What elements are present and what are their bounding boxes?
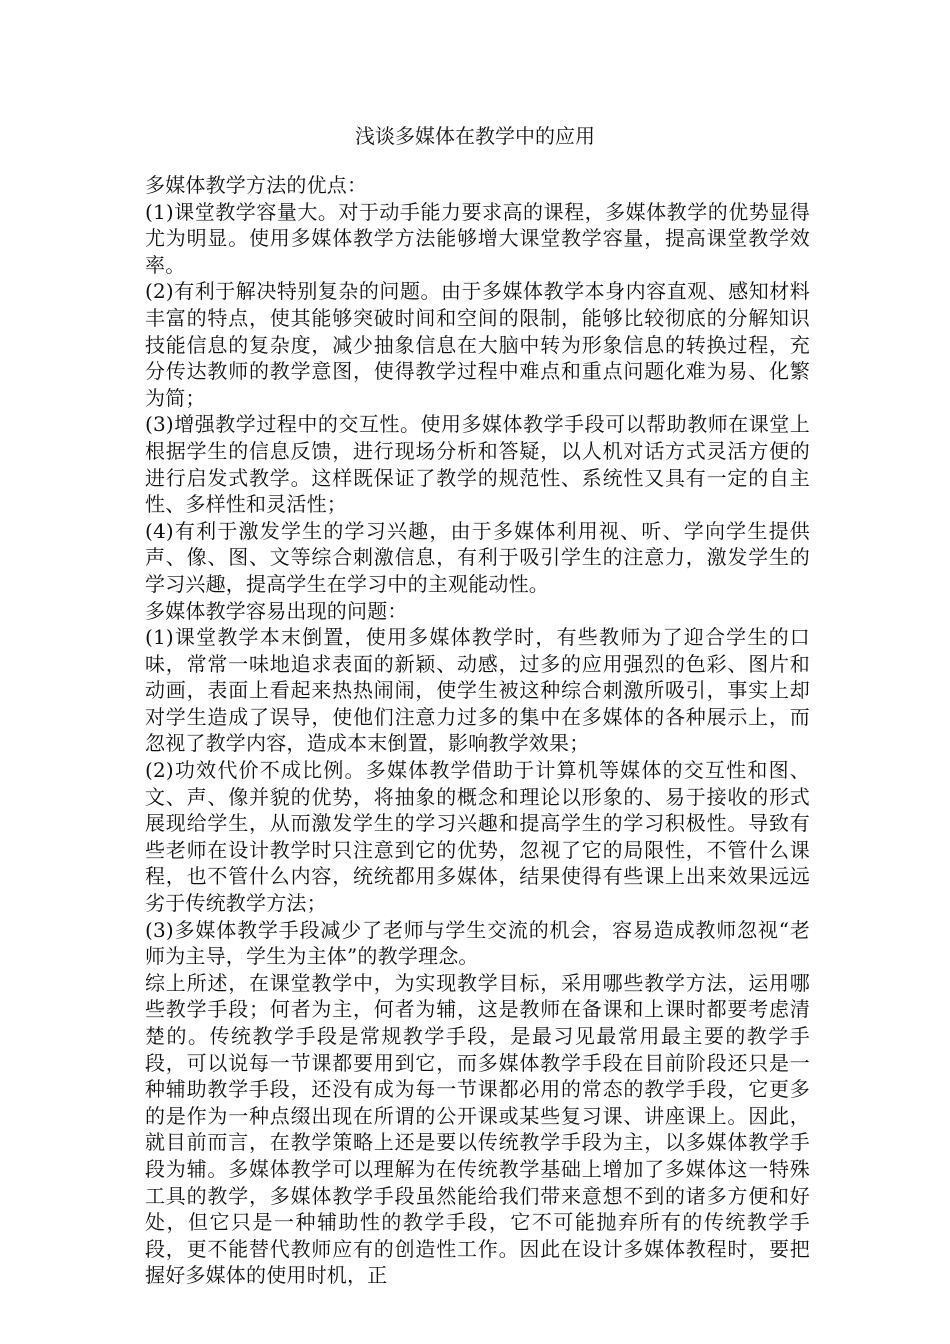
paragraph-advantage-1: (1)课堂教学容量大。对于动手能力要求高的课程，多媒体教学的优势显得尤为明显。使用多媒体教学方法能够增大课堂教学容量，提高课堂教学效率。 bbox=[145, 199, 810, 277]
document-title: 浅谈多媒体在教学中的应用 bbox=[355, 124, 595, 148]
section-heading-problems: 多媒体教学容易出现的问题： bbox=[145, 598, 408, 623]
paragraph-advantage-3: (3)增强教学过程中的交互性。使用多媒体教学手段可以帮助教师在课堂上根据学生的信息反馈，进行现场分析和答疑，以人机对话方式灵活方便的进行启发式教学。这样既保证了教学的规范性、系统性又具有一定的自主性、多样性和灵活性； bbox=[145, 412, 810, 517]
paragraph-problem-1: (1)课堂教学本末倒置，使用多媒体教学时，有些教师为了迎合学生的口味，常常一味地追求表面的新颖、动感，过多的应用强烈的色彩、图片和动画，表面上看起来热热闹闹，使学生被这种综合刺激所吸引，事实上却对学生造成了误导，使他们注意力过多的集中在多媒体的各种展示上，而忽视了教学内容，造成本末倒置，影响教学效果； bbox=[145, 625, 810, 756]
paragraph-conclusion: 综上所述，在课堂教学中，为实现教学目标，采用哪些教学方法，运用哪些教学手段；何者为主，何者为辅，这是教师在备课和上课时都要考虑清楚的。传统教学手段是常规教学手段，是最习见最常用最主要的教学手段，可以说每一节课都要用到它，而多媒体教学手段在目前阶段还只是一种辅助教学手段，还没有成为每一节课都必用的常态的教学手段，它更多的是作为一种点缀出现在所谓的公开课或某些复习课、讲座课上。因此，就目前而言，在教学策略上还是要以传统教学手段为主，以多媒体教学手段为辅。多媒体教学可以理解为在传统教学基础上增加了多媒体这一特殊工具的教学，多媒体教学手段虽然能给我们带来意想不到的诸多方便和好处，但它只是一种辅助性的教学手段，它不可能抛弃所有的传统教学手段，更不能替代教师应有的创造性工作。因此在设计多媒体教程时，要把握好多媒体的使用时机，正 bbox=[145, 970, 810, 1288]
paragraph-advantage-2: (2)有利于解决特别复杂的问题。由于多媒体教学本身内容直观、感知材料丰富的特点，使其能够突破时间和空间的限制，能够比较彻底的分解知识技能信息的复杂度，减少抽象信息在大脑中转为形象信息的转换过程，充分传达教师的教学意图，使得教学过程中难点和重点问题化难为易、化繁为简； bbox=[145, 279, 810, 410]
paragraph-problem-3: (3)多媒体教学手段减少了老师与学生交流的机会，容易造成教师忽视“老师为主导，学生为主体”的教学理念。 bbox=[145, 917, 810, 969]
paragraph-problem-2: (2)功效代价不成比例。多媒体教学借助于计算机等媒体的交互性和图、文、声、像并貌的优势，将抽象的概念和理论以形象的、易于接收的形式展现给学生，从而激发学生的学习兴趣和提高学生的学习积极性。导致有些老师在设计教学时只注意到它的优势，忽视了它的局限性，不管什么课程，也不管什么内容，统统都用多媒体，结果使得有些课上出来效果远远劣于传统教学方法； bbox=[145, 758, 810, 916]
section-heading-advantages: 多媒体教学方法的优点： bbox=[145, 173, 368, 197]
paragraph-advantage-4: (4)有利于激发学生的学习兴趣，由于多媒体利用视、听、学向学生提供声、像、图、文等综合刺激信息，有利于吸引学生的注意力，激发学生的学习兴趣，提高学生在学习中的主观能动性。 bbox=[145, 518, 810, 596]
document-body bbox=[145, 172, 810, 1289]
